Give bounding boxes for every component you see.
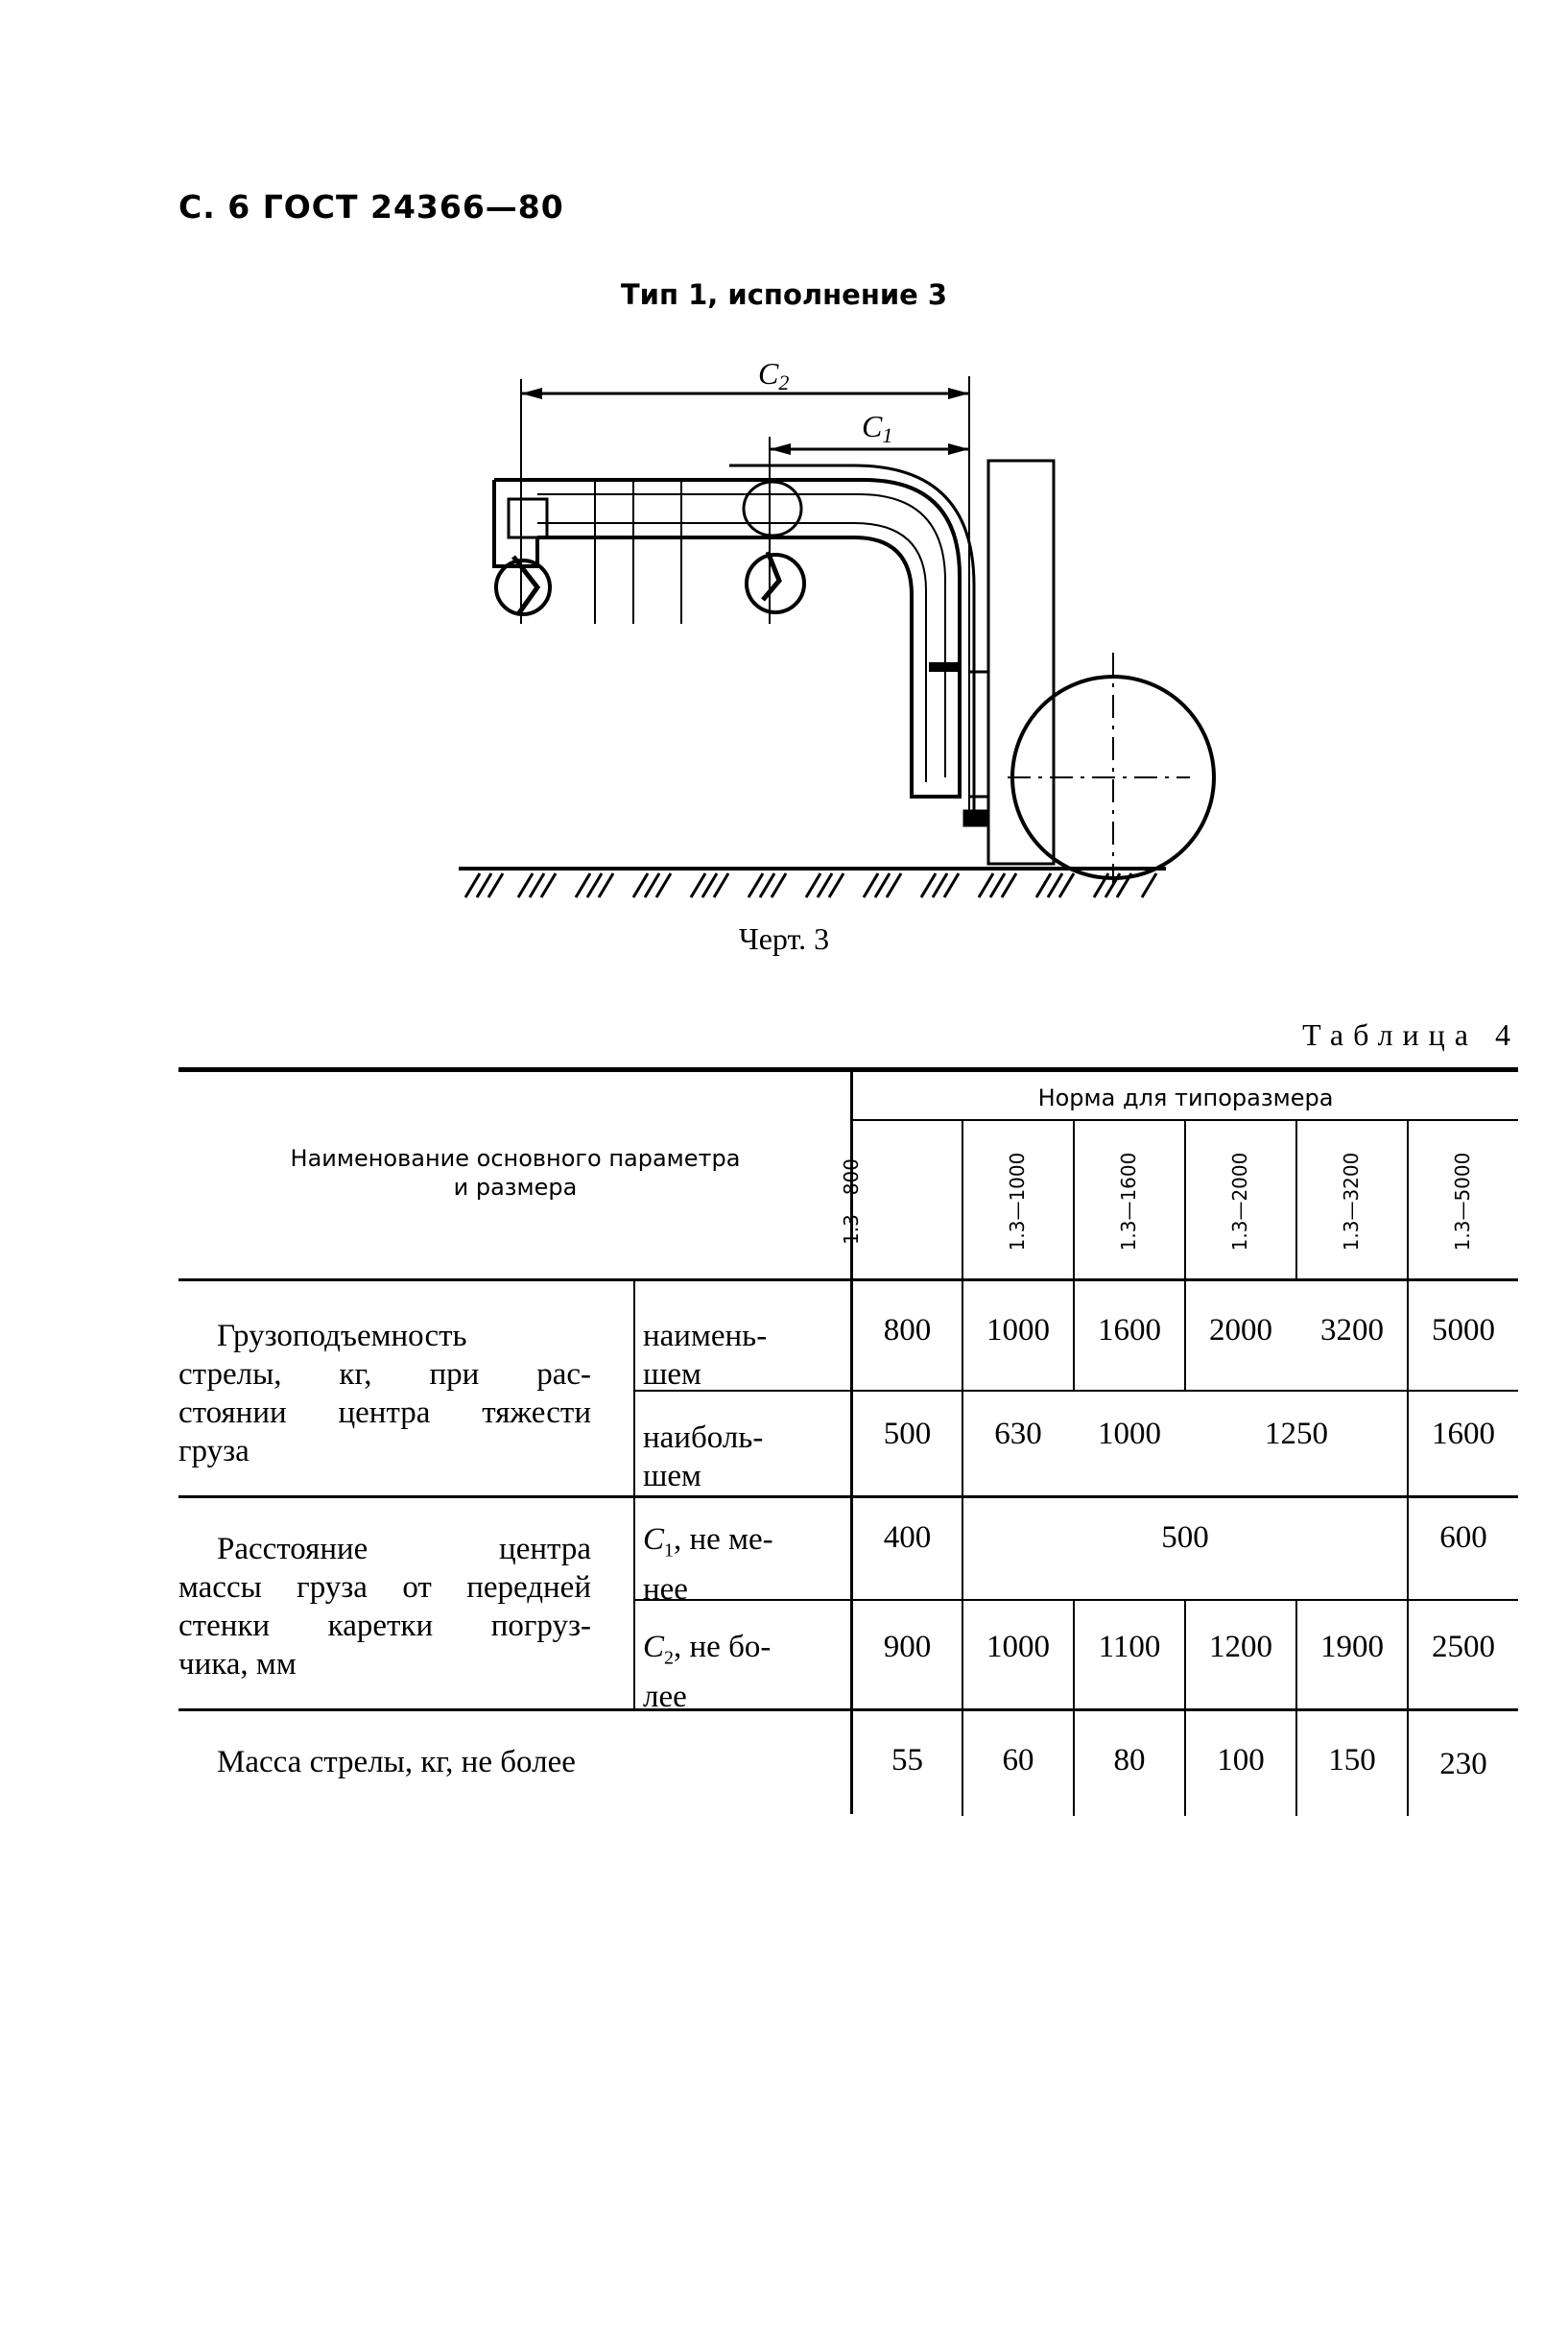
distance-c2-label: $C_2$, не бо- лее <box>643 1630 772 1714</box>
table-cell: 900 <box>883 1630 932 1664</box>
size-header: 1.3—5000 <box>1451 1152 1474 1252</box>
table-cell: 800 <box>883 1313 932 1348</box>
table-cell: 2000 <box>1209 1313 1272 1348</box>
table-cell: 230 <box>1439 1747 1487 1781</box>
figure-title: Тип 1, исполнение 3 <box>620 278 948 311</box>
table-cell: 1000 <box>986 1313 1050 1348</box>
distance-c1-label: $C_1$, не ме- нее <box>643 1522 773 1607</box>
mass-label: Масса стрелы, кг, не более <box>217 1745 576 1779</box>
size-header: 1.3—2000 <box>1228 1152 1251 1252</box>
size-header: 1.3—1000 <box>1006 1152 1029 1252</box>
c1-label: C1 <box>862 409 893 447</box>
capacity-label: Грузоподъемность <box>217 1319 467 1353</box>
size-header: 1.3—3200 <box>1340 1152 1363 1252</box>
table-cell: 1100 <box>1098 1630 1161 1664</box>
table-cell: 80 <box>1113 1743 1146 1777</box>
size-header: 1.3—800 <box>840 1158 863 1245</box>
size-header: 1.3—1600 <box>1117 1152 1140 1252</box>
table-cell: 1000 <box>986 1630 1050 1664</box>
page-header: С. 6 ГОСТ 24366—80 <box>178 188 564 226</box>
table-cell: 55 <box>891 1743 923 1777</box>
table-label: Таблица 4 <box>1302 1017 1520 1052</box>
table-cell: 1250 <box>1265 1417 1328 1451</box>
table-cell: 500 <box>883 1417 932 1451</box>
capacity-max-label: наиболь- шем <box>643 1420 764 1493</box>
param-header: Наименование основного параметра и размера <box>290 1145 741 1201</box>
table-cell: 150 <box>1328 1743 1376 1777</box>
table-cell: 1900 <box>1320 1630 1384 1664</box>
table-top-rule <box>178 1067 1518 1072</box>
table-cell: 500 <box>1161 1520 1209 1555</box>
table-cell: 600 <box>1439 1520 1487 1555</box>
table-cell: 2500 <box>1432 1630 1495 1664</box>
table-cell: 1000 <box>1098 1417 1161 1451</box>
figure-caption: Черт. 3 <box>738 921 830 956</box>
table-cell: 3200 <box>1320 1313 1384 1348</box>
table-cell: 1600 <box>1432 1417 1495 1451</box>
table-cell: 1200 <box>1209 1630 1272 1664</box>
table-cell: 400 <box>883 1520 932 1555</box>
c2-label: C2 <box>758 356 790 394</box>
norm-header: Норма для типоразмера <box>1037 1085 1334 1111</box>
distance-label: Расстояние центра <box>217 1532 591 1566</box>
table-cell: 630 <box>994 1417 1042 1451</box>
boom-drawing <box>0 0 1568 921</box>
table-cell: 5000 <box>1432 1313 1495 1348</box>
capacity-min-label: наимень- шем <box>643 1319 768 1392</box>
table-cell: 1600 <box>1098 1313 1161 1348</box>
ground-hatching <box>465 873 1156 897</box>
table-cell: 60 <box>1002 1743 1034 1777</box>
table-cell: 100 <box>1217 1743 1265 1777</box>
